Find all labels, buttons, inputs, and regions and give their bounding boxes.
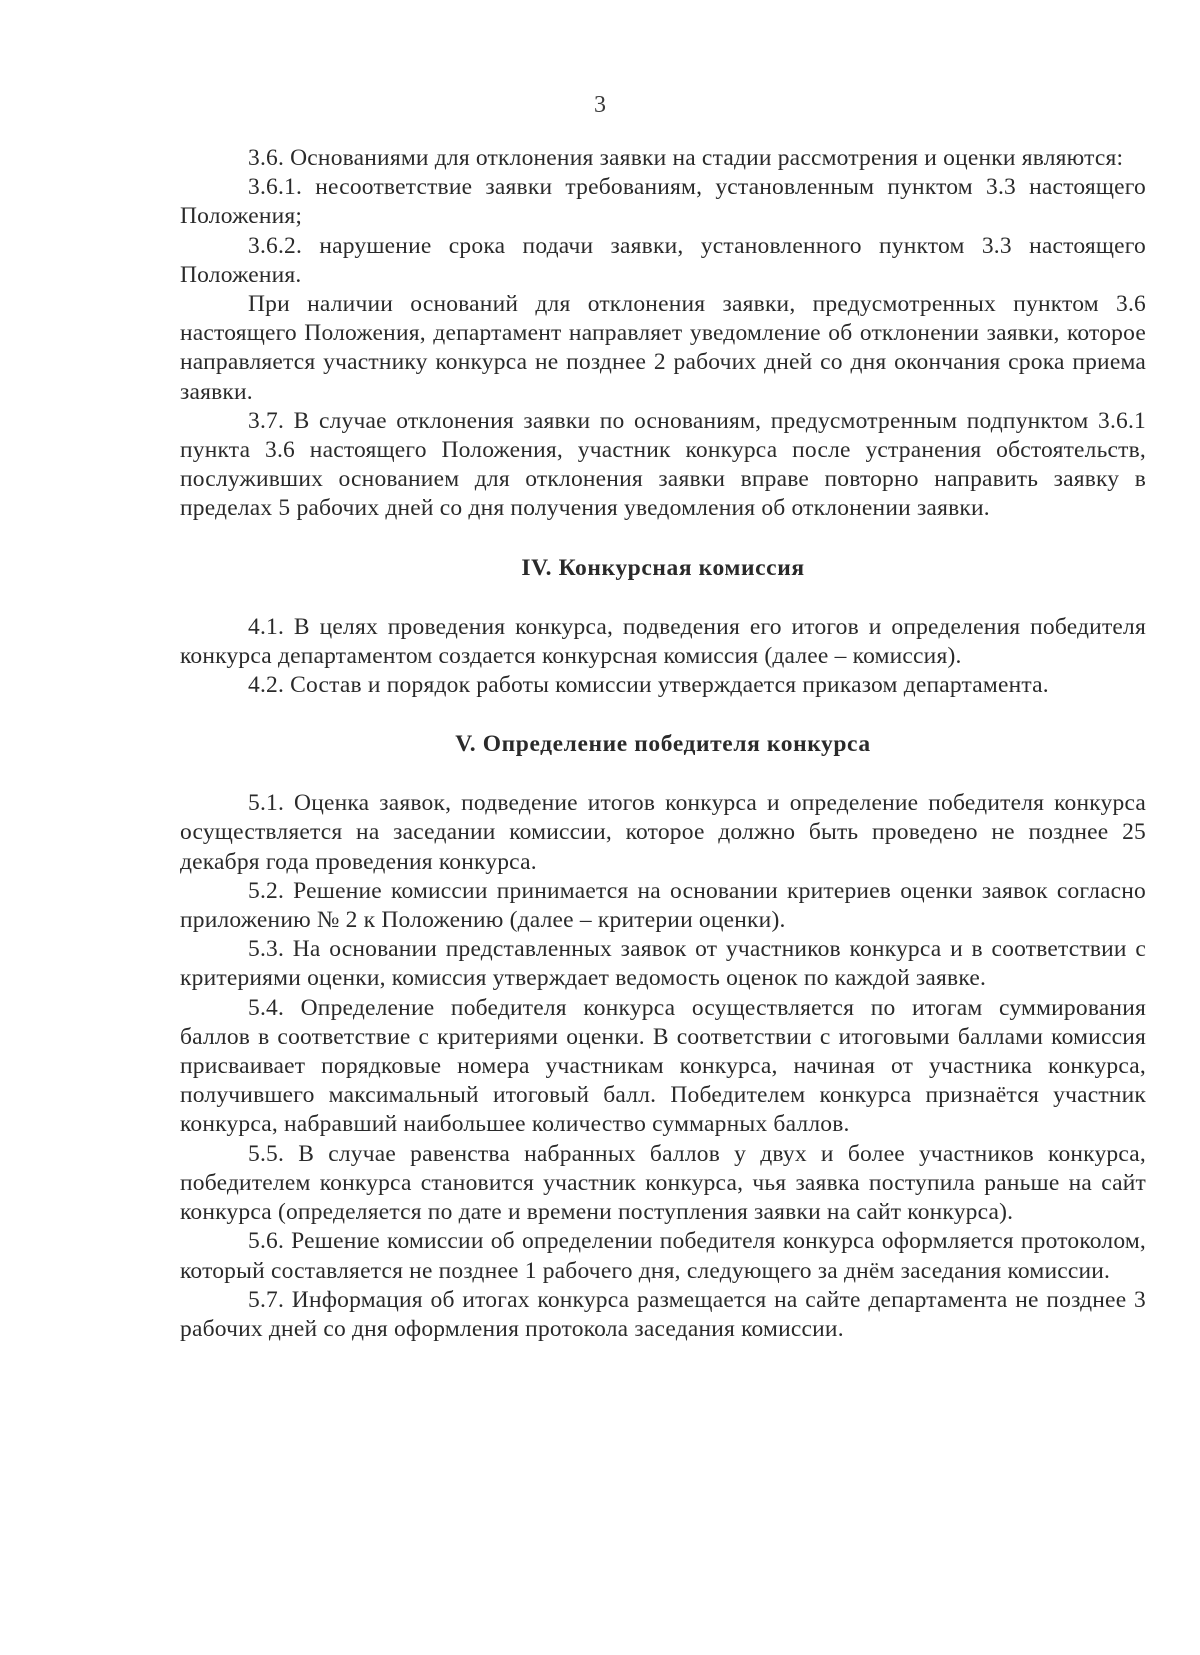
paragraph-3-6-2: 3.6.2. нарушение срока подачи заявки, установленного пунктом 3.3 настоящего Положения.	[180, 232, 1146, 288]
paragraph-4-1: 4.1. В целях проведения конкурса, подведения его итогов и определения победителя конкурса департаментом создается конкурсная комиссия (далее – комиссия).	[180, 613, 1146, 669]
paragraph-4-2: 4.2. Состав и порядок работы комиссии утверждается приказом департамента.	[248, 672, 1049, 699]
section-heading-4: IV. Конкурсная комиссия	[521, 554, 805, 581]
paragraph-5-3: 5.3. На основании представленных заявок от участников конкурса и в соответствии с критериями оценки, комиссия утверждает ведомость оценок по каждой заявке.	[180, 936, 1146, 992]
paragraph-5-2: 5.2. Решение комиссии принимается на основании критериев оценки заявок согласно приложению № 2 к Положению (далее – критерии оценки).	[180, 877, 1146, 934]
document-body	[180, 144, 1146, 1344]
paragraph-5-7: 5.7. Информация об итогах конкурса размещается на сайте департамента не позднее 3 рабочих дней со дня оформления протокола заседания комиссии.	[180, 1286, 1146, 1342]
paragraph-5-5: 5.5. В случае равенства набранных баллов у двух и более участников конкурса, победителем конкурса становится участник конкурса, чья заявка поступила раньше на сайт конкурса (определяется по дате и времени поступления заявки на сайт конкурса).	[180, 1140, 1146, 1226]
paragraph-3-6-1: 3.6.1. несоответствие заявки требованиям, установленным пунктом 3.3 настоящего Положения;	[180, 174, 1146, 230]
paragraph-3-6: 3.6. Основаниями для отклонения заявки на стадии рассмотрения и оценки являются:	[248, 145, 1124, 171]
page-number: 3	[594, 92, 606, 118]
paragraph-3-7: 3.7. В случае отклонения заявки по основаниям, предусмотренным подпунктом 3.6.1 пункта 3.6 настоящего Положения, участник конкурса после устранения обстоятельств, послуживших основанием для отклонения заявки вправе повторно направить заявку в пределах 5 рабочих дней со дня получения уведомления об отклонении заявки.	[180, 407, 1146, 522]
paragraph-5-6: 5.6. Решение комиссии об определении победителя конкурса оформляется протоколом, который составляется не позднее 1 рабочего дня, следующего за днём заседания комиссии.	[180, 1228, 1146, 1284]
paragraph-rejection-notice: При наличии оснований для отклонения заявки, предусмотренных пунктом 3.6 настоящего Положения, департамент направляет уведомление об отклонении заявки, которое направляется участнику конкурса не позднее 2 рабочих дней со дня окончания срока приема заявки.	[180, 291, 1146, 405]
paragraph-5-1: 5.1. Оценка заявок, подведение итогов конкурса и определение победителя конкурса осуществляется на заседании комиссии, которое должно быть проведено не позднее 25 декабря года проведения конкурса.	[180, 790, 1146, 875]
section-heading-5: V. Определение победителя конкурса	[455, 731, 871, 758]
paragraph-5-4: 5.4. Определение победителя конкурса осуществляется по итогам суммирования баллов в соответствие с критериями оценки. В соответствии с итоговыми баллами комиссия присваивает порядковые номера участникам конкурса, начиная от участника конкурса, получившего максимальный итоговый балл. Победителем конкурса признаётся участник конкурса, набравший наибольшее количество суммарных баллов.	[180, 994, 1146, 1138]
